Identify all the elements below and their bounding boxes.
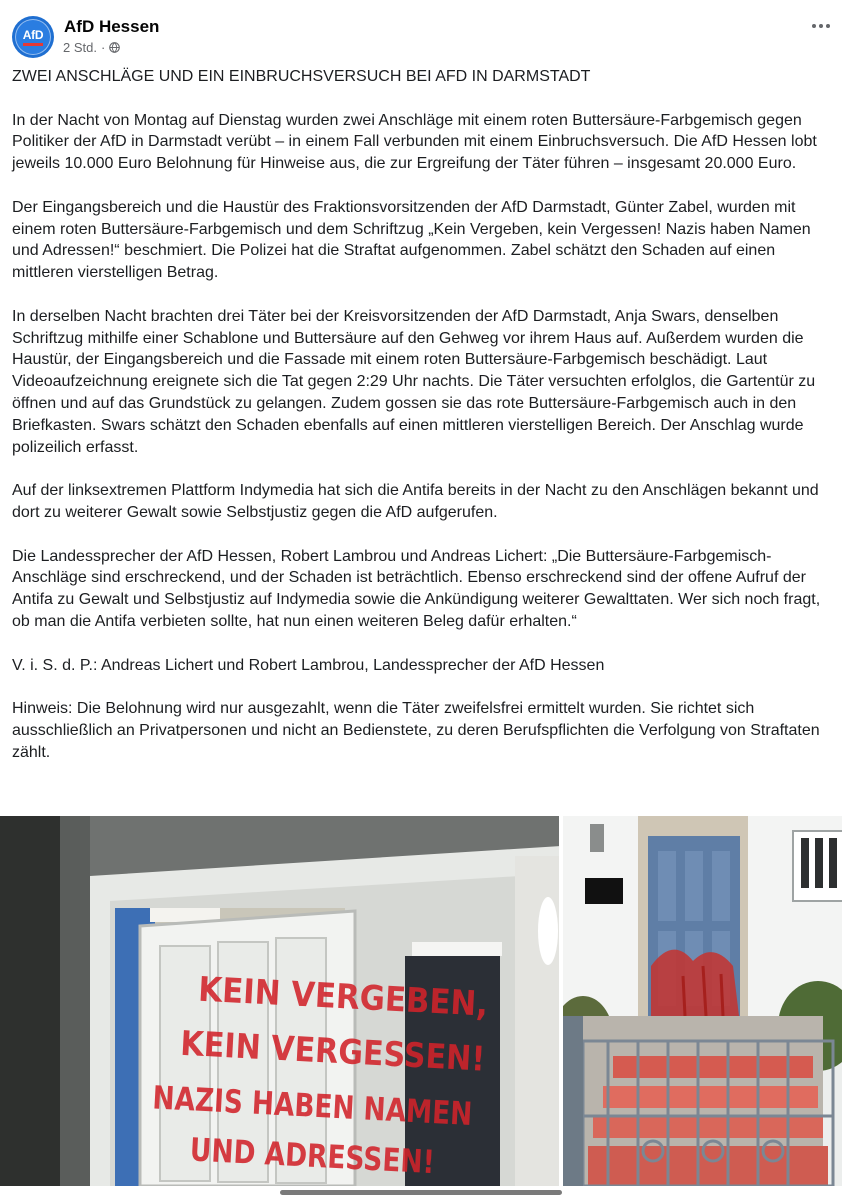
home-indicator[interactable]: [280, 1190, 562, 1195]
post-header: [0, 0, 842, 64]
photo-house-entrance[interactable]: [563, 816, 842, 1186]
afd-logo: [15, 19, 51, 55]
more-horizontal-icon[interactable]: [812, 18, 830, 34]
post-paragraph: Auf der linksextremen Plattform Indymedia hat sich die Antifa bereits in der Nacht zu den Anschlägen bekannt und dort zu weiterer Gewalt sowie Selbstjustiz gegen die AfD aufgerufen.: [12, 482, 819, 521]
photo-gallery: [0, 816, 842, 1200]
house-entrance-illustration: [563, 816, 842, 1186]
meta-separator: ·: [100, 40, 106, 55]
post-headline: ZWEI ANSCHLÄGE UND EIN EINBRUCHSVERSUCH BEI AFD IN DARMSTADT: [12, 68, 591, 85]
post-paragraph: Hinweis: Die Belohnung wird nur ausgezahlt, wenn die Täter zweifelsfrei ermittelt wurden. Sie richtet sich ausschließlich an Privatpersonen und nicht an Bedienstete, zu deren Berufspflichten die Verfolgung von Straftaten zählt.: [12, 700, 820, 761]
post-paragraph: Die Landessprecher der AfD Hessen, Robert Lambrou und Andreas Lichert: „Die Buttersäure-Farbgemisch-Anschläge sind erschreckend, und der Schaden ist beträchtlich. Ebenso erschreckend sind der offene Aufruf der Antifa zu Gewalt und Selbstjustiz auf Indymedia sowie die Ankündigung weiterer Gewalttaten. Wer sich noch fragt, ob man die Antifa verbieten sollte, hat nun einen weiteren Beleg dafür erhalten.“: [12, 547, 821, 630]
post-meta: [63, 40, 120, 55]
logo-underline: [23, 43, 43, 46]
page-name-link[interactable]: AfD Hessen: [64, 17, 160, 36]
graffiti-line-4: UND ADRESSEN!: [188, 1130, 487, 1184]
post-paragraph: V. i. S. d. P.: Andreas Lichert und Robert Lambrou, Landessprecher der AfD Hessen: [12, 656, 605, 674]
photo-graffiti-door[interactable]: [0, 816, 559, 1186]
avatar-logo-text: AfD: [22, 27, 44, 42]
graffiti-line-3: NAZIS HABEN NAMEN: [151, 1078, 542, 1137]
post-timestamp[interactable]: 2 Std.: [63, 40, 97, 55]
graffiti-line-2: KEIN VERGESSEN!: [179, 1023, 526, 1082]
page-avatar[interactable]: [12, 16, 54, 58]
post-text: [12, 66, 834, 785]
graffiti-line-1: KEIN VERGEBEN,: [197, 969, 519, 1027]
post-paragraph: In der Nacht von Montag auf Dienstag wurden zwei Anschläge mit einem roten Buttersäure-Farbgemisch gegen Politiker der AfD in Darmstadt verübt – in einem Fall verbunden mit einem Einbruchsversuch. Die AfD Hessen lobt jeweils 10.000 Euro Belohnung für Hinweise aus, die zur Ergreifung der Täter führen – insgesamt 20.000 Euro.: [12, 111, 817, 173]
post-paragraph: In derselben Nacht brachten drei Täter bei der Kreisvorsitzenden der AfD Darmstadt, Anja Swars, denselben Schriftzug mithilfe einer Schablone und Buttersäure auf den Gehweg vor ihrem Haus auf. Außerdem wurden die Haustür, der Eingangsbereich und die Fassade mit einem roten Buttersäure-Farbgemisch beschädigt. Laut Videoaufzeichnung ereignete sich die Tat gegen 2:29 Uhr nachts. Die Täter versuchten erfolglos, die Gartentür zu öffnen und auf das Grundstück zu gelangen. Zudem gossen sie das rote Buttersäure-Farbgemisch auch in den Briefkasten. Swars schätzt den Schaden ebenfalls auf einen mittleren vierstelligen Bereich. Der Anschlag wurde polizeilich erfasst.: [12, 307, 816, 456]
post-paragraph: Der Eingangsbereich und die Haustür des Fraktionsvorsitzenden der AfD Darmstadt, Günter Zabel, wurden mit einem roten Buttersäure-Farbgemisch und dem Schriftzug „Kein Vergeben, kein Vergessen! Nazis haben Namen und Adressen!“ beschmiert. Die Polizei hat die Straftat aufgenommen. Zabel schätzt den Schaden auf einen mittleren vierstelligen Betrag.: [12, 198, 811, 282]
graffiti-door-illustration: [0, 816, 559, 1186]
globe-icon[interactable]: [109, 42, 120, 53]
